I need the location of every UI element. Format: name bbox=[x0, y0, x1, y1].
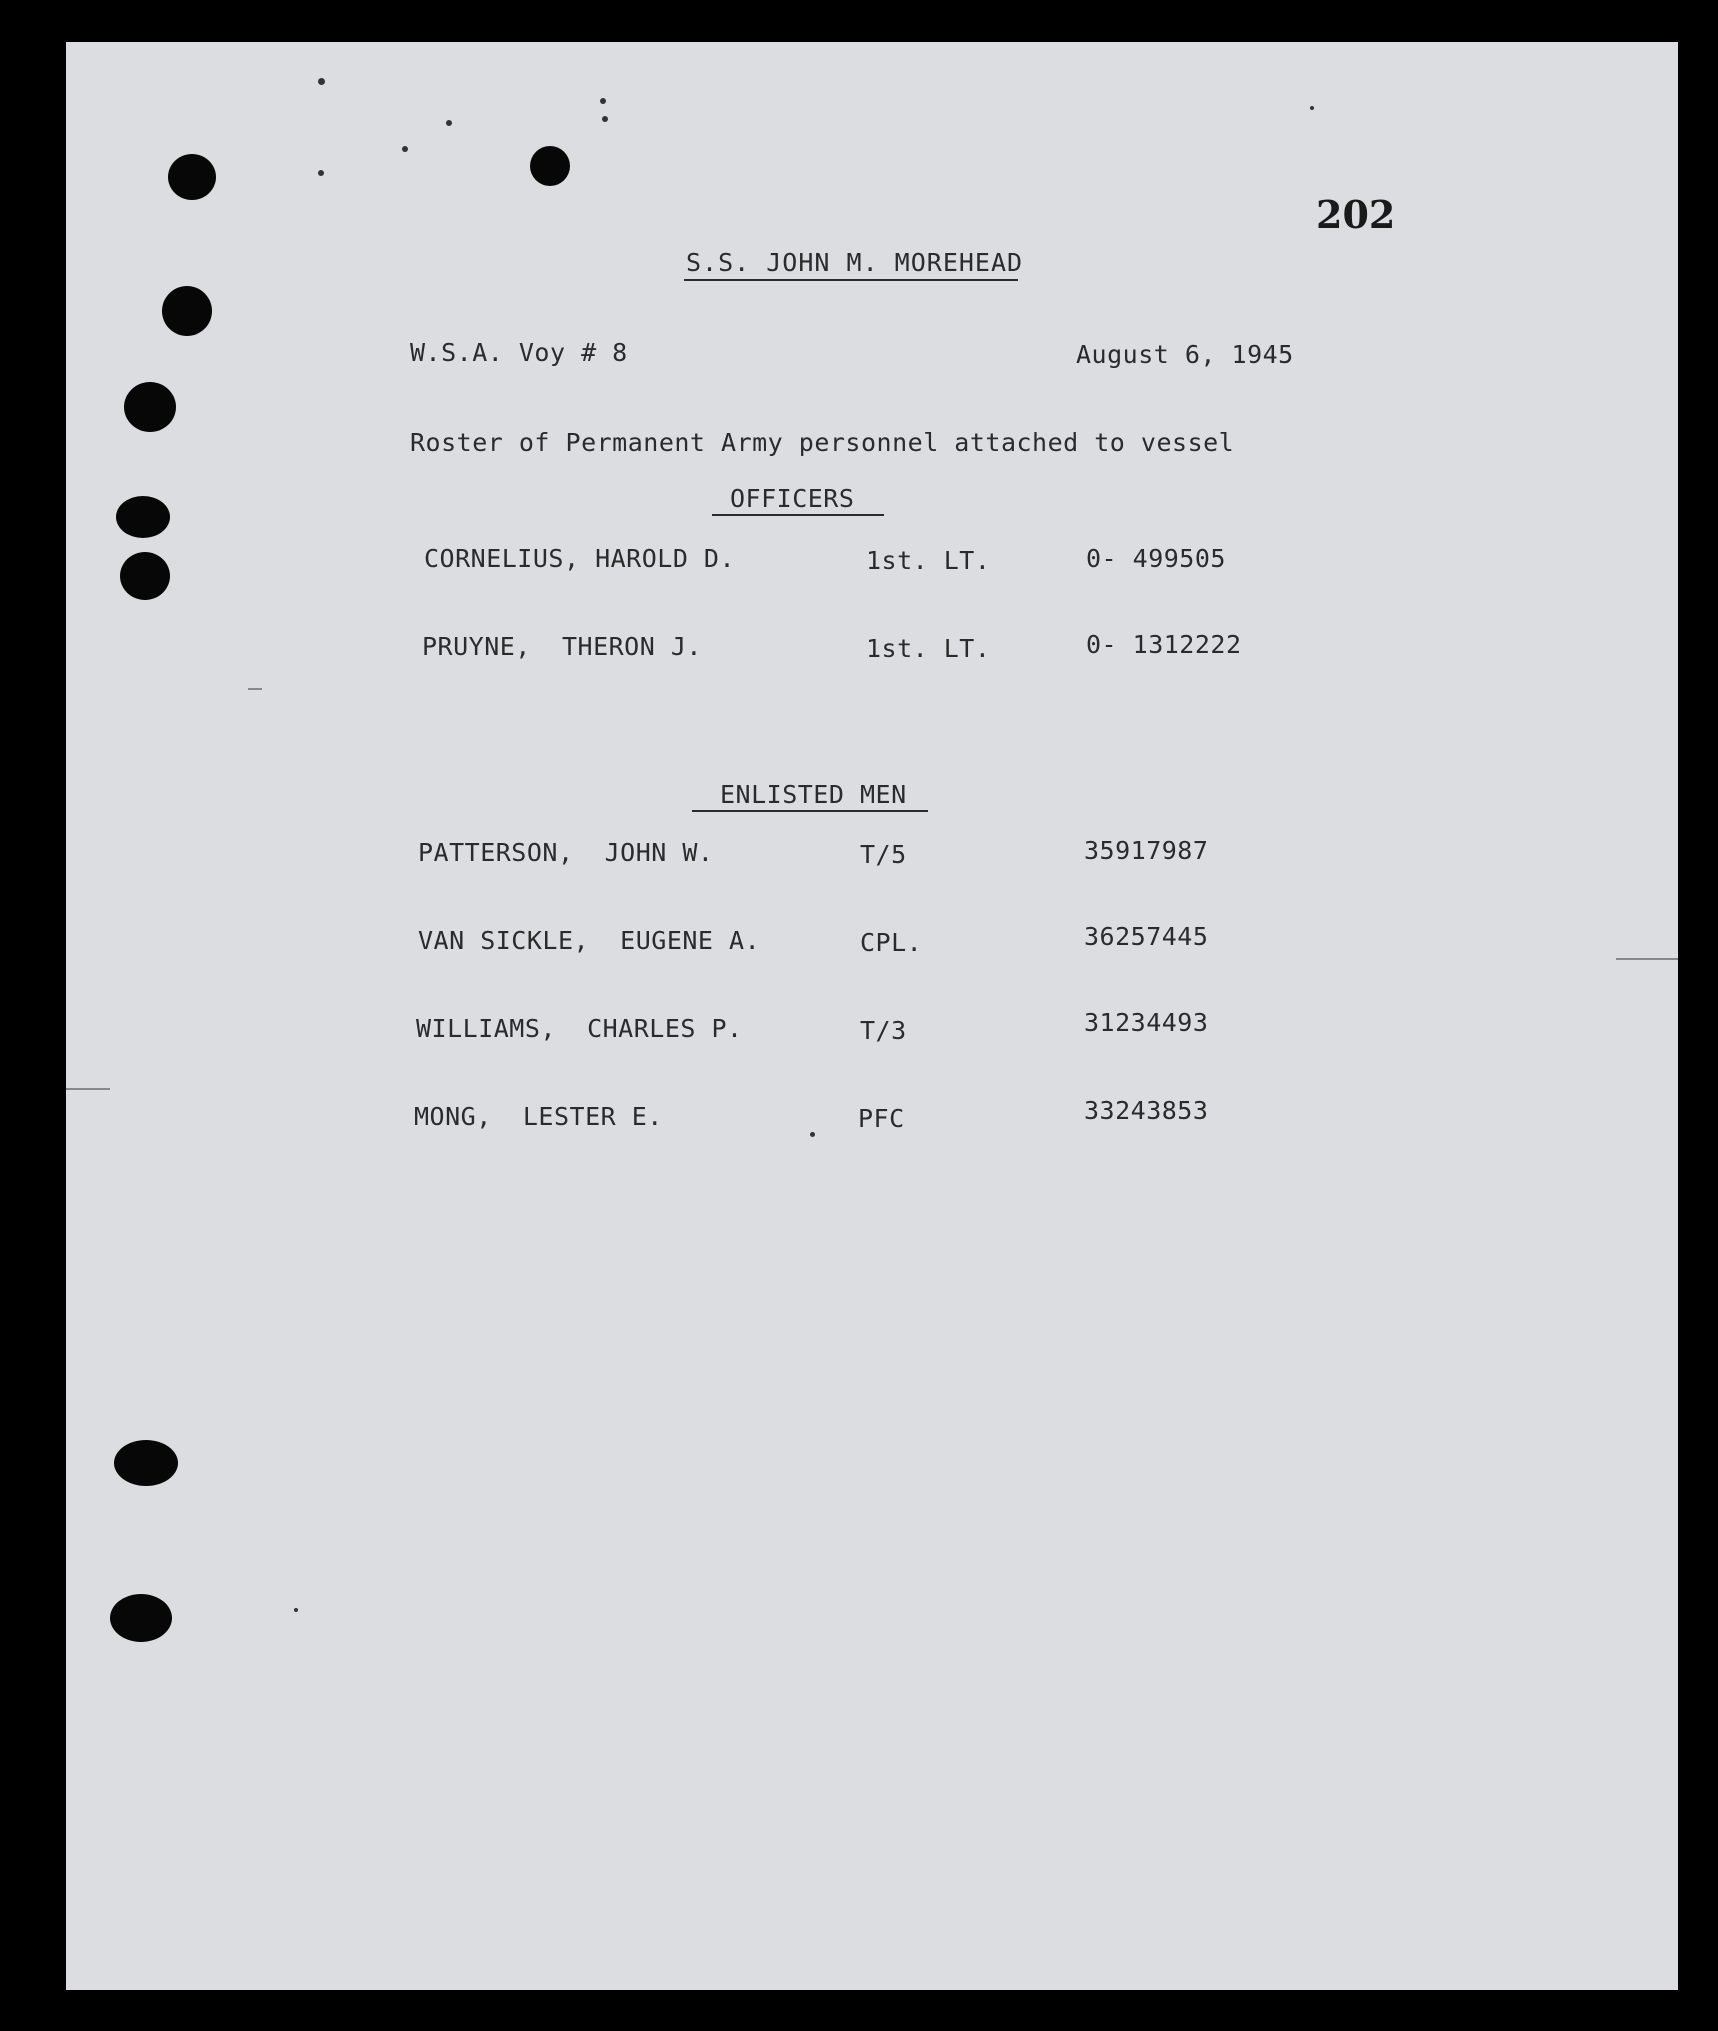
title-underline bbox=[684, 279, 1018, 281]
enlisted-name: PATTERSON, JOHN W. bbox=[418, 838, 714, 867]
enlisted-serial: 36257445 bbox=[1084, 922, 1209, 951]
page-number: 202 bbox=[1316, 192, 1396, 237]
officers-underline bbox=[712, 514, 884, 516]
officer-name: CORNELIUS, HAROLD D. bbox=[424, 544, 736, 573]
enlisted-heading: ENLISTED MEN bbox=[720, 780, 907, 809]
punch-hole bbox=[168, 154, 216, 200]
punch-hole bbox=[530, 146, 570, 186]
vessel-title: S.S. JOHN M. MOREHEAD bbox=[686, 248, 1024, 277]
punch-hole bbox=[120, 552, 170, 600]
enlisted-serial: 31234493 bbox=[1084, 1008, 1209, 1037]
enlisted-underline bbox=[692, 810, 928, 812]
speck bbox=[602, 116, 608, 122]
enlisted-name: MONG, LESTER E. bbox=[414, 1102, 663, 1131]
punch-hole bbox=[110, 1594, 172, 1642]
roster-description: Roster of Permanent Army personnel attached to vessel bbox=[410, 428, 1235, 457]
enlisted-name: WILLIAMS, CHARLES P. bbox=[416, 1014, 743, 1043]
officers-heading: OFFICERS bbox=[730, 484, 855, 513]
speck bbox=[294, 1608, 298, 1612]
speck bbox=[1310, 106, 1314, 110]
tear-mark bbox=[1616, 958, 1678, 960]
enlisted-rank: PFC bbox=[858, 1104, 905, 1133]
enlisted-rank: CPL. bbox=[860, 928, 923, 957]
punch-hole bbox=[116, 496, 170, 538]
officer-name: PRUYNE, THERON J. bbox=[422, 632, 702, 661]
tear-mark bbox=[66, 1088, 110, 1090]
enlisted-rank: T/5 bbox=[860, 840, 907, 869]
document-date: August 6, 1945 bbox=[1076, 340, 1294, 369]
voyage-number: W.S.A. Voy # 8 bbox=[410, 338, 628, 367]
enlisted-serial: 33243853 bbox=[1084, 1096, 1209, 1125]
punch-hole bbox=[114, 1440, 178, 1486]
speck bbox=[402, 146, 408, 152]
enlisted-rank: T/3 bbox=[860, 1016, 907, 1045]
speck bbox=[600, 98, 606, 104]
tear-mark bbox=[248, 688, 262, 690]
speck bbox=[810, 1132, 815, 1137]
officer-rank: 1st. LT. bbox=[866, 546, 991, 575]
officer-rank: 1st. LT. bbox=[866, 634, 991, 663]
enlisted-serial: 35917987 bbox=[1084, 836, 1209, 865]
officer-serial: 0- 1312222 bbox=[1086, 630, 1242, 659]
speck bbox=[446, 120, 452, 126]
document-page bbox=[66, 42, 1678, 1990]
enlisted-name: VAN SICKLE, EUGENE A. bbox=[418, 926, 761, 955]
officer-serial: 0- 499505 bbox=[1086, 544, 1226, 573]
punch-hole bbox=[162, 286, 212, 336]
speck bbox=[318, 170, 324, 176]
punch-hole bbox=[124, 382, 176, 432]
speck bbox=[318, 78, 325, 85]
